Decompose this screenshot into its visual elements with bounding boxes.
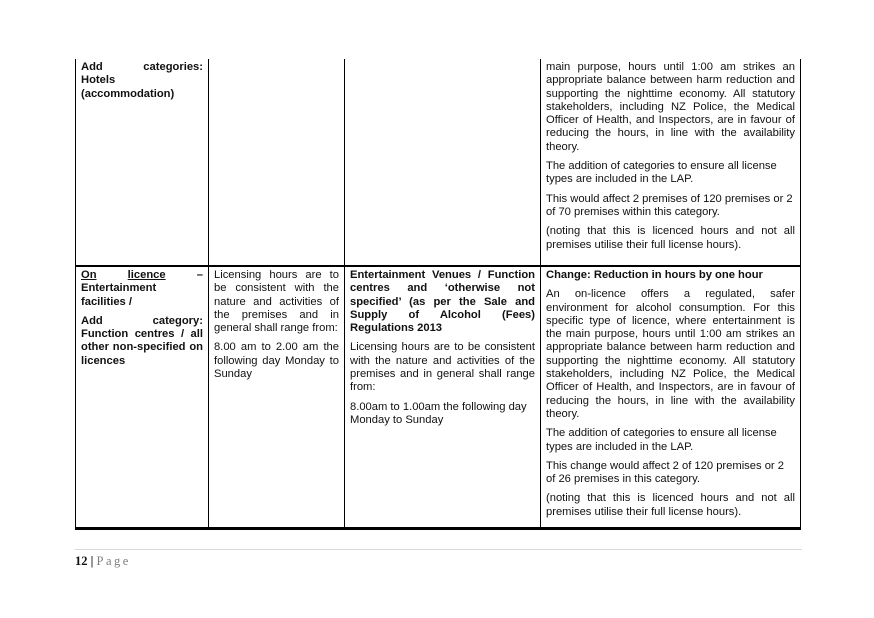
rationale-note: (noting that this is licenced hours and not all premises utilise their full license hours). <box>546 225 795 251</box>
added-category-text: Function centres / all other non-specified on licences <box>81 328 203 367</box>
current-hours-paragraph: Licensing hours are to be consistent with the nature and activities of the premises and in general shall range from: <box>214 269 339 335</box>
proposed-category-heading: Entertainment Venues / Function centres and ‘otherwise not specified’ (as per the Sale and Supply of Alcohol (Fees) Regulations 2013 <box>350 269 535 335</box>
page-number: 12 <box>75 554 88 568</box>
page-label: Page <box>96 554 131 568</box>
category-label: category: <box>152 314 203 327</box>
category-qualifier: (accommodation) <box>81 87 175 100</box>
table-row <box>76 59 801 266</box>
add-label: Add <box>81 61 103 73</box>
proposed-category-cell <box>345 266 541 529</box>
table-row <box>76 266 801 529</box>
footer-divider <box>75 549 802 550</box>
rationale-cell <box>541 59 801 266</box>
category-cell <box>76 266 209 529</box>
rationale-note: (noting that this is licenced hours and not all premises utilise their full license hours). <box>546 492 795 518</box>
on-label: On <box>81 269 97 281</box>
dash-label: – <box>196 269 203 281</box>
category-name-cont: facilities / <box>81 295 132 308</box>
rationale-cell <box>541 266 801 529</box>
rationale-paragraph: An on-licence offers a regulated, safer environment for alcohol consumption. For this specific type of licence, where entertainment is the main purpose, hours until 1:00 am strikes an appropriate balance between harm reduction and supporting the nighttime economy. All statutory stakeholders, including NZ Police, the Medical Officer of Health, and Inspectors, are in favour of reducing the hours, in line with the availability theory. <box>546 288 795 420</box>
proposed-hours-paragraph: Licensing hours are to be consistent with the nature and activities of the premises and in general shall range from: <box>350 341 535 394</box>
lap-hours-table <box>75 59 801 530</box>
rationale-paragraph: The addition of categories to ensure all license types are included in the LAP. <box>546 427 777 453</box>
category-cell <box>76 59 209 266</box>
category-name: Entertainment <box>81 282 157 295</box>
current-hours-times: 8.00 am to 2.00 am the following day Monday to Sunday <box>214 341 339 381</box>
categories-label: categories: <box>143 61 203 73</box>
proposed-hours-times: 8.00am to 1.00am the following day Monday to Sunday <box>350 400 527 426</box>
current-hours-cell <box>209 59 345 266</box>
proposed-category-cell <box>345 59 541 266</box>
rationale-paragraph: The addition of categories to ensure all license types are included in the LAP. <box>546 160 777 186</box>
page-footer <box>75 554 131 569</box>
change-heading: Change: Reduction in hours by one hour <box>546 269 763 281</box>
licence-label: licence <box>127 269 166 281</box>
rationale-paragraph: main purpose, hours until 1:00 am strikes an appropriate balance between harm reduction and supporting the nighttime economy. All statutory stakeholders, including NZ Police, the Medical Officer of Health, and Inspectors, are in favour of reducing the hours, in line with the availability theory. <box>546 61 795 153</box>
category-name: Hotels <box>81 74 116 87</box>
footer-separator: | <box>90 554 94 568</box>
current-hours-cell <box>209 266 345 529</box>
rationale-paragraph: This change would affect 2 of 120 premises or 2 of 26 premises in this category. <box>546 459 784 486</box>
rationale-paragraph: This would affect 2 premises of 120 premises or 2 of 70 premises within this category. <box>546 192 793 218</box>
add-label: Add <box>81 314 103 327</box>
